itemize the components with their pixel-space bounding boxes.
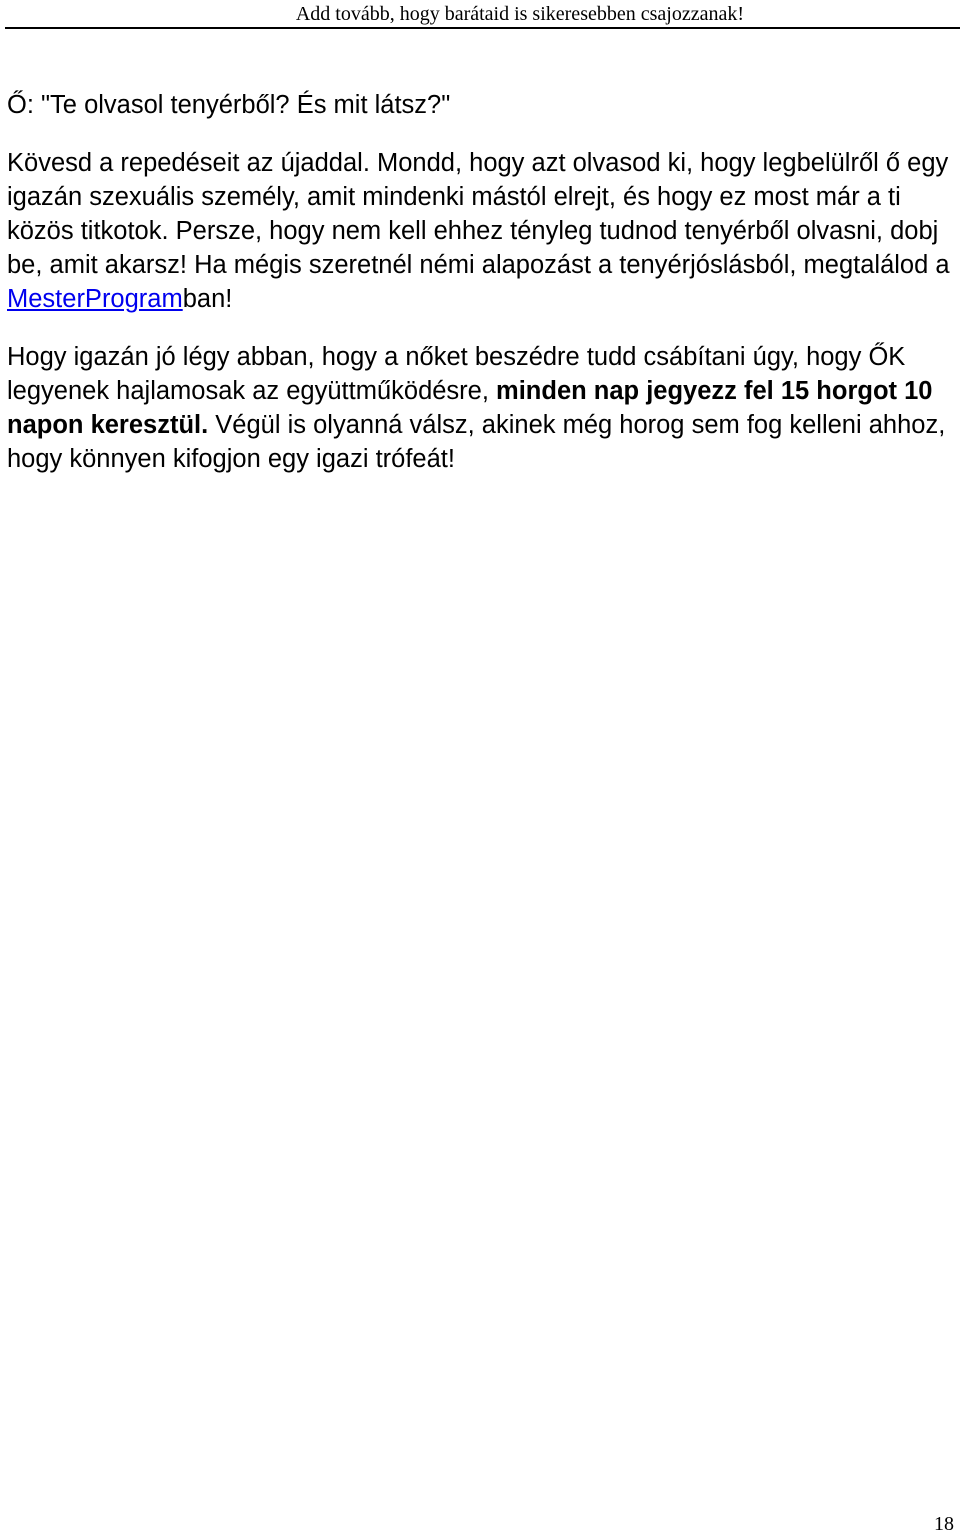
running-header: Add tovább, hogy barátaid is sikeresebben csajozzanak! bbox=[295, 3, 744, 25]
header-rule bbox=[5, 27, 960, 29]
paragraph-palm-reading-tail: ban! bbox=[182, 285, 233, 313]
paragraph-hooks-bold: minden nap jegyezz fel 15 horgot 10 napon keresztül. bbox=[7, 377, 933, 439]
page-number: 18 bbox=[934, 1513, 954, 1535]
paragraph-hooks bbox=[7, 340, 955, 476]
page-content bbox=[7, 88, 955, 500]
paragraph-palm-reading bbox=[7, 146, 955, 316]
paragraph-palm-reading-text: Kövesd a repedéseit az újaddal. Mondd, hogy azt olvasod ki, hogy legbelülről ő egy igazán szexuális személy, amit mindenki mástól elrejt, és hogy ez most már a ti közös titkotok. Persze, hogy nem kell ehhez tényleg tudnod tenyérből olvasni, dobj be, amit akarsz! Ha mégis szeretnél némi alapozást a tenyérjóslásból, megtalálod a bbox=[7, 149, 950, 279]
dialogue-line: Ő: "Te olvasol tenyérből? És mit látsz?" bbox=[7, 91, 451, 119]
mesterprogram-link[interactable]: MesterProgram bbox=[7, 285, 183, 313]
paragraph-hooks-tail: Végül is olyanná válsz, akinek még horog sem fog kelleni ahhoz, hogy könnyen kifogjon egy igazi trófeát! bbox=[7, 411, 946, 473]
paragraph-hooks-text: Hogy igazán jó légy abban, hogy a nőket beszédre tudd csábítani úgy, hogy ŐK legyenek hajlamosak az együttműködésre, bbox=[7, 343, 906, 405]
